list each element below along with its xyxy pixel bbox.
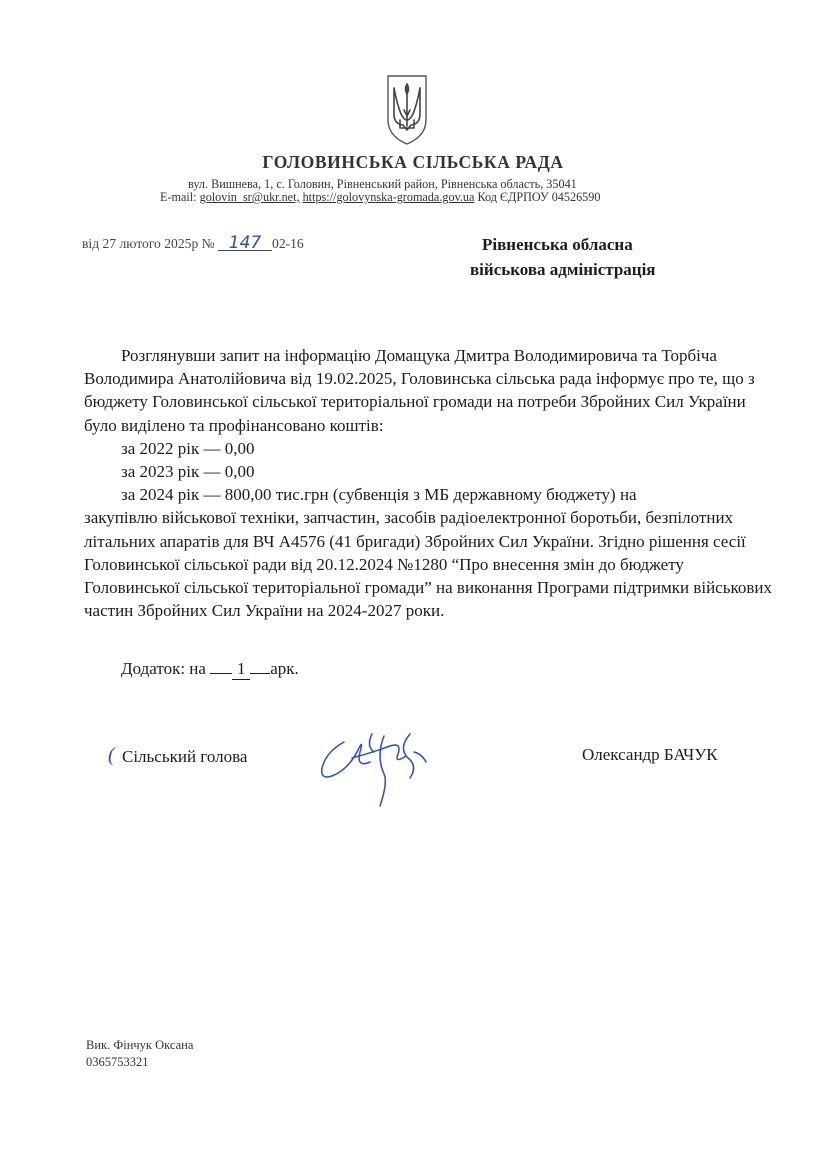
appendix-blank xyxy=(250,673,270,674)
pen-mark: ( xyxy=(108,744,115,766)
registration-number: 147 xyxy=(218,236,272,251)
year-2024-line: за 2024 рік — 800,00 тис.грн (субвенція з МБ державному бюджету) на xyxy=(121,485,637,505)
letter-body xyxy=(84,344,774,622)
appendix-label: Додаток: на xyxy=(121,659,206,678)
email-link[interactable]: golovin_sr@ukr.net, xyxy=(199,190,300,204)
executor-block xyxy=(86,1037,193,1071)
executor-phone: 0365753321 xyxy=(86,1055,149,1069)
organization-contacts xyxy=(160,190,600,205)
body-paragraph-2: закупівлю військової техніки, запчастин, засобів радіоелектронної боротьби, безпілотних літальних апаратів для ВЧ А4576 (41 бригади) Збройних Сил України. Згідно рішення сесії Головинської сільської ради від 20.12.2024 №1280 “Про внесення змін до бюджету Головинської сільської територіальної громади” на виконання Програми підтримки військових частин Збройних Сил України на 2024-2027 роки. xyxy=(84,508,772,621)
appendix-blank xyxy=(210,673,232,674)
registration-line xyxy=(82,233,304,253)
trident-icon xyxy=(385,74,429,146)
body-paragraph-1: Розглянувши запит на інформацію Домащука Дмитра Володимировича та Торбіча Володимира Анатолійовича від 19.02.2025, Головинська сільська рада інформує про те, що з бюджету Головинської сільської територіальної громади на потреби Збройних Сил України було виділено та профінансовано коштів: xyxy=(84,346,755,435)
year-2023-line: за 2023 рік — 0,00 xyxy=(121,462,255,482)
year-2022-line: за 2022 рік — 0,00 xyxy=(121,438,255,458)
executor-name: Вик. Фінчук Оксана xyxy=(86,1038,194,1052)
recipient-block xyxy=(470,232,656,282)
signatory-name: Олександр БАЧУК xyxy=(582,745,718,764)
recipient-line-2: військова адміністрація xyxy=(470,260,656,279)
organization-address: вул. Вишнева, 1, с. Головин, Рівненський район, Рівненська область, 35041 xyxy=(188,177,577,191)
signatory-position: Сільський голова xyxy=(122,747,248,766)
website-link[interactable]: https://golovynska-gromada.gov.ua xyxy=(302,190,475,204)
edrpou-code: Код ЄДРПОУ 04526590 xyxy=(477,190,601,204)
email-label: E-mail: xyxy=(160,190,197,204)
registration-date: від 27 лютого 2025р № xyxy=(82,236,215,251)
appendix-line xyxy=(121,659,299,680)
registration-suffix: 02-16 xyxy=(272,236,304,251)
appendix-count: 1 xyxy=(232,659,250,680)
organization-name: ГОЛОВИНСЬКА СІЛЬСЬКА РАДА xyxy=(262,152,564,172)
recipient-line-1: Рівненська обласна xyxy=(482,235,633,254)
appendix-unit: арк. xyxy=(270,659,299,678)
handwritten-signature xyxy=(314,722,434,814)
